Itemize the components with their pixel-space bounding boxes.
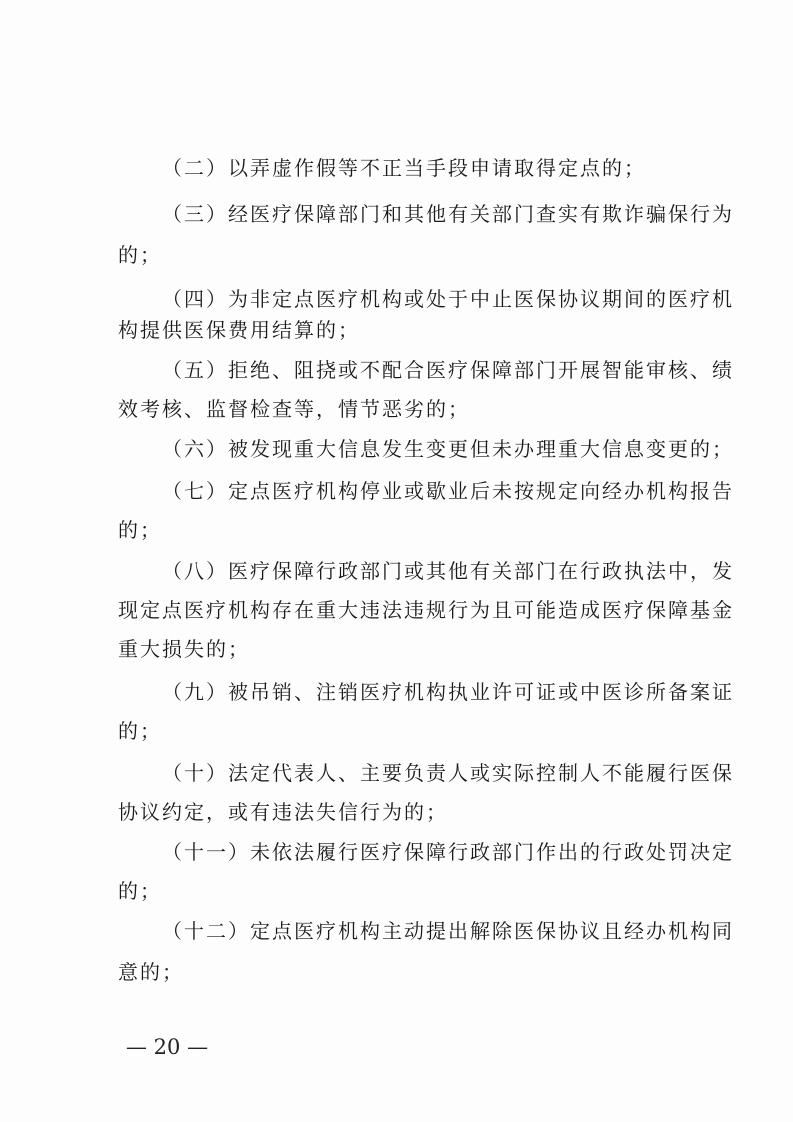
para-8-line-3: 重大损失的； (118, 637, 250, 661)
para-3-line-2: 的； (118, 243, 162, 267)
para-5-line-1: （五）拒绝、阻挠或不配合医疗保障部门开展智能审核、绩 (162, 358, 734, 382)
para-4-line-2: 构提供医保费用结算的； (118, 318, 360, 342)
para-10-line-2: 协议约定，或有违法失信行为的； (118, 800, 448, 824)
para-12-line-1: （十二）定点医疗机构主动提出解除医保协议且经办机构同 (162, 919, 734, 943)
para-4-line-1: （四）为非定点医疗机构或处于中止医保协议期间的医疗机 (162, 287, 734, 311)
para-3-line-1: （三）经医疗保障部门和其他有关部门查实有欺诈骗保行为 (162, 202, 734, 226)
para-8-line-1: （八）医疗保障行政部门或其他有关部门在行政执法中，发 (162, 559, 734, 583)
para-9-line-1: （九）被吊销、注销医疗机构执业许可证或中医诊所备案证 (162, 680, 734, 704)
para-11-line-1: （十一）未依法履行医疗保障行政部门作出的行政处罚决定 (162, 840, 734, 864)
para-12-line-2: 意的； (118, 960, 184, 984)
para-7-line-2: 的； (118, 518, 162, 542)
para-8-line-2: 现定点医疗机构存在重大违法违规行为且可能造成医疗保障基金 (118, 598, 734, 622)
para-7-line-1: （七）定点医疗机构停业或歇业后未按规定向经办机构报告 (162, 479, 734, 503)
para-11-line-2: 的； (118, 879, 162, 903)
para-10-line-1: （十）法定代表人、主要负责人或实际控制人不能履行医保 (162, 761, 734, 785)
page-number: — 20 — (126, 1035, 209, 1059)
para-9-line-2: 的； (118, 719, 162, 743)
para-5-line-2: 效考核、监督检查等，情节恶劣的； (118, 397, 470, 421)
para-6-line-1: （六）被发现重大信息发生变更但未办理重大信息变更的； (162, 437, 734, 461)
para-2-line-1: （二）以弄虚作假等不正当手段申请取得定点的； (162, 156, 646, 180)
